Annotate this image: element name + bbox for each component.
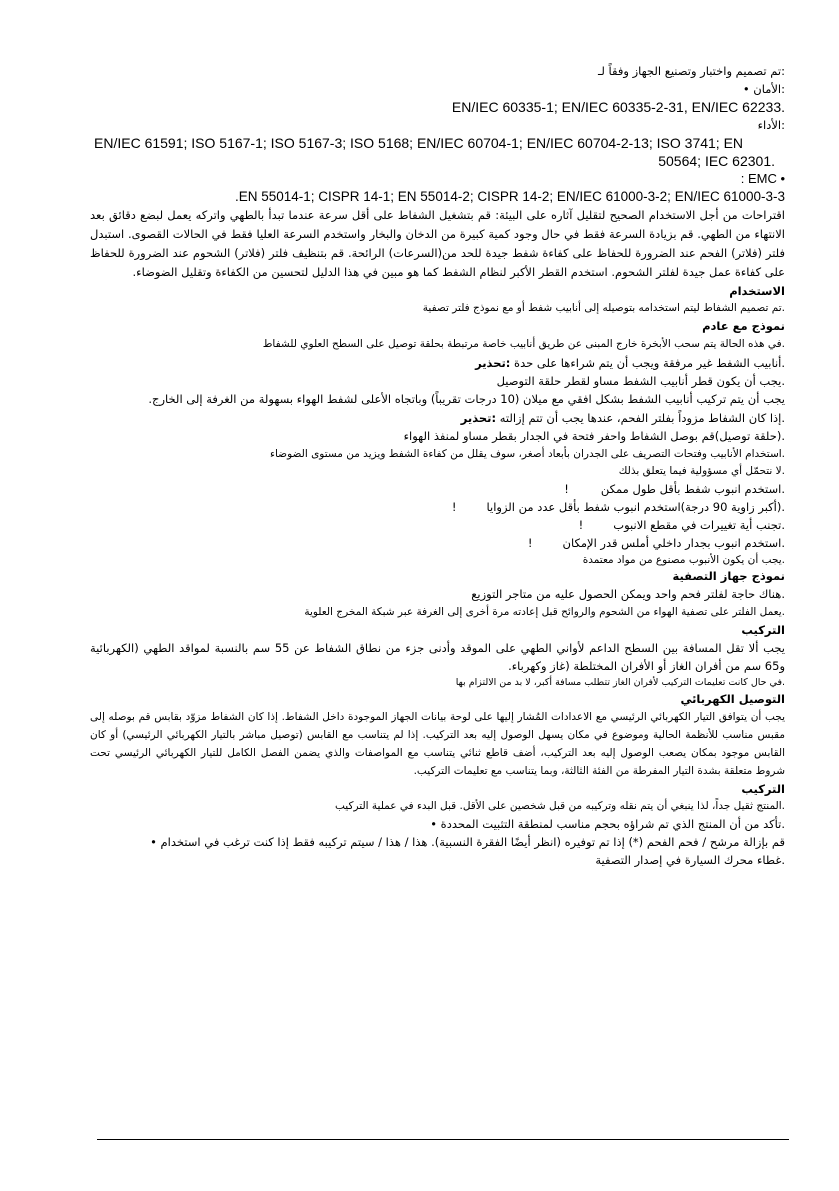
tip-shortest-pipe-text: .استخدم انبوب شفط بأقل طول ممكن (600, 482, 785, 496)
emc-label: : EMC • (740, 171, 785, 186)
eco-tips-paragraph: اقتراحات من أجل الاستخدام الصحيح لتقليل آثاره على البيئة: قم بتشغيل الشفاط على أقل سرعة عندما تبدأ بالطهي واتركه يعمل لبضع دقائق بعد الانتهاء من الطهي. قم بزيادة السرعة فقط في حال وجود كمية كبيرة من الدخان والبخار واستخدم السرعة العليا فقط في الحالات القصوى. استبدل فلتر (فلاتر) الفحم عند الضرورة للحفاظ على كفاءة شفط جيدة للحد من(السرعات) الرائحة. قم بتنظيف فلتر (فلاتر) الشحوم عند الضرورة للحفاظ على كفاءة عمل جيدة لفلتر الشحوم. استخدم القطر الأكبر لنظام الشفط كما هو مبين في هذا الدليل لتحسين من الكفاءة وتقليل الضوضاء. (90, 208, 785, 279)
tip-smooth-inner (90, 534, 785, 552)
filter-need-text: .هناك حاجة لفلتر فحم واحد ويمكن الحصول عليه من متاجر التوزيع (471, 587, 785, 601)
safety-label: :الأمان • (742, 82, 785, 96)
footer-rule (97, 1139, 789, 1140)
tip-smooth-inner-text: .استخدم انبوب بجدار داخلي أملس قدر الإمكان (562, 536, 785, 550)
mounting-check-text: .تأكد من أن المنتج الذي تم شراؤه بحجم مناسب لمنطقة التثبيت المحددة • (430, 817, 785, 831)
mounting-filter-text-1: قم بإزالة مرشح / فحم الفحم (*) إذا تم توفيره (انظر أيضًا الفقرة النسبية). هذا / هذا / سيتم تركيبه فقط إذا كنت ترغب في استخدام • (150, 835, 785, 849)
warning-label: :تحذير (475, 356, 511, 370)
tip-fewest-angles (90, 498, 785, 516)
filter-work-text: .يعمل الفلتر على تصفية الهواء من الشحوم والروائح قبل إعادته مرة أخرى إلى الغرفة عبر شبكة المخرج العلوية (304, 606, 785, 618)
exhaust-text: .في هذه الحالة يتم سحب الأبخرة خارج المبنى عن طريق أنابيب خاصة مرتبطة بحلقة توصيل على السطح العلوي للشفاط (262, 338, 785, 350)
electrical-text: يجب أن يتوافق التيار الكهربائي الرئيسي مع الاعدادات المُشار إليها على لوحة بيانات الجهاز الموجودة داخل الشفاط. إذا كان الشفاط مزوّد بقابس قم بوصله إلى مقبس مناسب للأنظمة الحالية وموضوع في مكان يسهل الوصول إليه بعد التركيب. إذا لم يتناسب مع القابس (توصيل مباشر بالتيار الكهربائي الرئيسي) أو كان القابس موجود بمكان يصعب الوصول إليه بعد التركيب، أضف قاطع ثنائي يتناسب مع المواصفات والذي يضمن الفصل الكامل للتيار الكهربائي الرئيسي تحت شروط متعلقة بشدة التيار المفرطة من الفئة الثالثة، وبما يتناسب مع تعليمات التركيب. (90, 711, 785, 777)
usage-heading: الاستخدام (729, 284, 785, 298)
no-liability-text: .لا نتحمّل أي مسؤولية فيما يتعلق بذلك (618, 465, 785, 477)
tip-shortest-pipe (90, 480, 785, 498)
filter-model-heading: نموذج جهاز التصفية (672, 569, 785, 583)
warning-pipes-not-supplied (90, 354, 785, 372)
performance-standards-line1: EN/IEC 61591; ISO 5167-1; ISO 5167-3; ISO 5168; EN/IEC 60704-1; EN/IEC 60704-2-13; ISO 3741; EN (94, 135, 744, 151)
tip-fewest-angles-text: .(أكبر زاوية 90 درجة)استخدم انبوب شفط بأقل عدد من الزوايا (486, 500, 785, 514)
approved-material-text: .يجب أن يكون الأنبوب مصنوع من مواد معتمدة (582, 554, 785, 566)
installation-gas-text: .في حال كانت تعليمات التركيب لأفران الغاز تتطلب مسافة أكبر، لا بد من الالتزام بها (455, 677, 785, 688)
document-page (90, 62, 785, 869)
smaller-pipes-text: .استخدام الأنابيب وفتحات التصريف على الجدران بأبعاد أصغر، سوف يقلل من كفاءة الشفط ويزيد من مستوى الضوضاء (270, 448, 785, 460)
warning-pipes-text: .أنابيب الشفط غير مرفقة ويجب أن يتم شراءها على حدة (510, 356, 785, 370)
duct-slope-text: يجب أن يتم تركيب أنابيب الشفط بشكل افقي مع ميلان (10 درجات تقريباً) وباتجاه الأعلى لشفط الهواء بسهولة من الغرفة إلى الخارج. (148, 392, 785, 406)
duct-diameter-text: .يجب أن يكون قطر أنابيب الشفط مساو لقطر حلقة التوصيل (496, 374, 785, 388)
connection-ring-text: .(حلقة توصيل)قم بوصل الشفاط واحفر فتحة في الجدار بقطر مساو لمنفذ الهواء (403, 429, 785, 443)
tip-shortest-pipe-bang: ! (564, 482, 569, 496)
installation-heading: التركيب (741, 623, 785, 637)
warning-carbon-text: .إذا كان الشفاط مزوداً بفلتر الفحم، عندها يجب أن تتم إزالته (496, 411, 785, 425)
tip-no-section-change-text: .تجنب أية تغييرات في مقطع الانبوب (613, 518, 785, 532)
mounting-heading: التركيب (741, 782, 785, 796)
performance-standards-line2: 50564; IEC 62301. (658, 153, 775, 169)
tip-fewest-angles-bang: ! (451, 500, 457, 514)
electrical-heading: التوصيل الكهربائي (680, 692, 785, 706)
warning-carbon-filter (90, 409, 785, 427)
installation-distance-text: يجب ألا تقل المسافة بين السطح الداعم لأواني الطهي على الموقد وأدنى جزء من نطاق الشفاط عن 55 سم بالنسبة لمواقد الطهي (الكهربائية و65 سم من أفران الغاز أو الأفران المختلطة (غاز وكهرباء. (90, 641, 785, 673)
performance-label: :الأداء (757, 118, 785, 132)
warning-label-2: :تحذير (460, 411, 497, 425)
intro-text: :تم تصميم واختبار وتصنيع الجهاز وفقاً لـ (598, 64, 785, 78)
exhaust-heading: نموذج مع عادم (702, 319, 785, 333)
emc-standards: .EN 55014-1; CISPR 14-1; EN 55014-2; CISPR 14-2; EN/IEC 61000-3-2; EN/IEC 61000-3-3 (234, 189, 785, 204)
tip-no-section-change (90, 516, 785, 534)
mounting-filter-text-2: .غطاء محرك السيارة في إصدار التصفية (595, 853, 785, 867)
mounting-heavy-text: .المنتج ثقيل جداً، لذا ينبغي أن يتم نقله وتركيبه من قبل شخصين على الأقل. قبل البدء في عملية التركيب (335, 800, 785, 812)
usage-text: .تم تصميم الشفاط ليتم استخدامه بتوصيله إلى أنابيب شفط أو مع نموذج فلتر تصفية (422, 302, 785, 314)
tip-smooth-inner-bang: ! (527, 536, 533, 550)
tip-no-section-change-bang: ! (578, 518, 584, 532)
safety-standards: EN/IEC 60335-1; EN/IEC 60335-2-31, EN/IEC 62233. (451, 99, 785, 115)
